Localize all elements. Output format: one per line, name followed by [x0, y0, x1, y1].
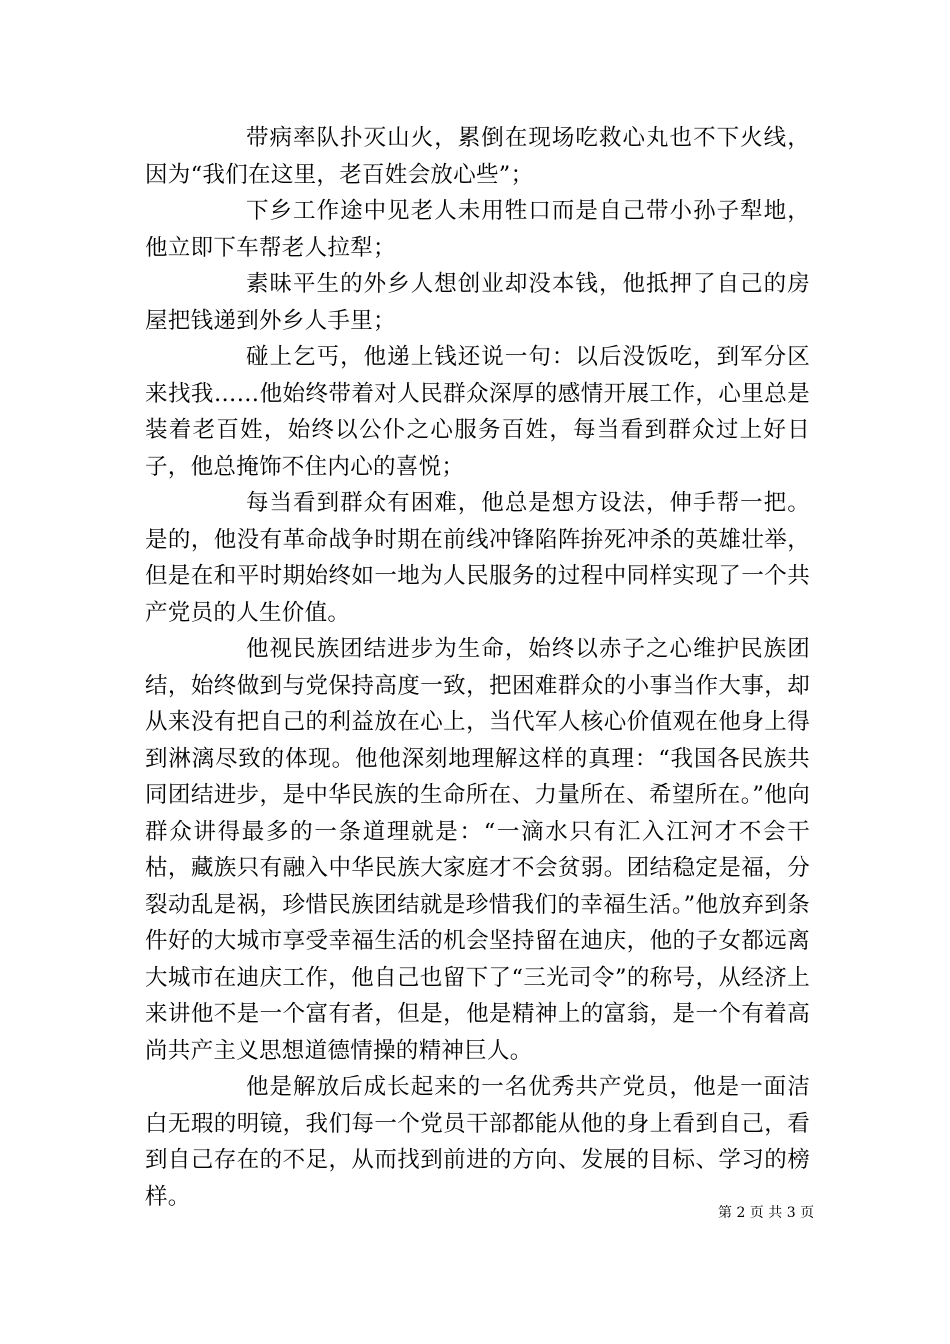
paragraph-5: 每当看到群众有困难，他总是想方设法，伸手帮一把。是的，他没有革命战争时期在前线冲锋陷阵拚死冲杀的英雄壮举，但是在和平时期始终如一地为人民服务的过程中同样实现了一个共产党员的人生价值。 — [145, 490, 810, 626]
page-number-footer: 第 2 页 共 3 页 — [718, 1205, 815, 1221]
document-body — [145, 120, 810, 1215]
paragraph-2: 下乡工作途中见老人未用牲口而是自己带小孙子犁地，他立即下车帮老人拉犁； — [145, 198, 810, 261]
paragraph-6: 他视民族团结进步为生命，始终以赤子之心维护民族团结，始终做到与党保持高度一致，把困难群众的小事当作大事，却从来没有把自己的利益放在心上，当代军人核心价值观在他身上得到淋漓尽致的体现。他他深刻地理解这样的真理：“我国各民族共同团结进步，是中华民族的生命所在、力量所在、希望所在。”他向群众讲得最多的一条道理就是：“一滴水只有汇入江河才不会干枯，藏族只有融入中华民族大家庭才不会贫弱。团结稳定是福，分裂动乱是祸，珍惜民族团结就是珍惜我们的幸福生活。”他放弃到条件好的大城市享受幸福生活的机会坚持留在迪庆，他的子女都远离大城市在迪庆工作，他自己也留下了“三光司令”的称号，从经济上来讲他不是一个富有者，但是，他是精神上的富翁，是一个有着高尚共产主义思想道德情操的精神巨人。 — [145, 636, 810, 1064]
paragraph-3: 素昧平生的外乡人想创业却没本钱，他抵押了自己的房屋把钱递到外乡人手里； — [145, 271, 810, 334]
paragraph-4: 碰上乞丐，他递上钱还说一句：以后没饭吃，到军分区来找我……他始终带着对人民群众深厚的感情开展工作，心里总是装着老百姓，始终以公仆之心服务百姓，每当看到群众过上好日子，他总掩饰不住内心的喜悦； — [145, 344, 810, 480]
paragraph-7: 他是解放后成长起来的一名优秀共产党员，他是一面洁白无瑕的明镜，我们每一个党员干部都能从他的身上看到自己，看到自己存在的不足，从而找到前进的方向、发展的目标、学习的榜样。 — [145, 1074, 810, 1210]
paragraph-1: 带病率队扑灭山火，累倒在现场吃救心丸也不下火线，因为“我们在这里，老百姓会放心些”； — [145, 125, 810, 188]
